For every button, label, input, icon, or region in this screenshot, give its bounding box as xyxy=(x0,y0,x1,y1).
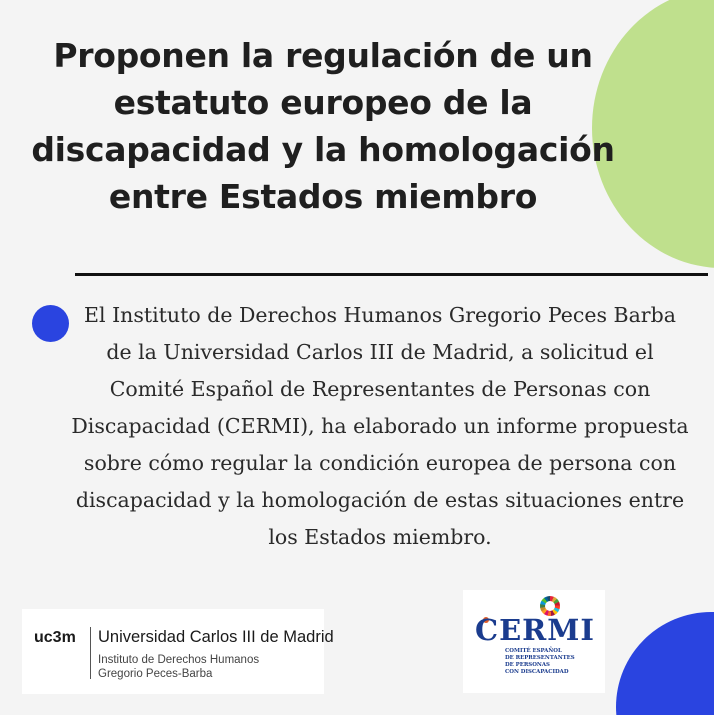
institute-line-1: Instituto de Derechos Humanos xyxy=(98,654,260,666)
body-paragraph: El Instituto de Derechos Humanos Gregorio Peces Barba de la Universidad Carlos III de Madrid, a solicitud el Comité Español de Representantes de Personas con Discapacidad (CERMI), ha elaborado un informe propuesta sobre cómo regular la condición europea de persona con discapacidad y la homologación de estas situaciones entre los Estados miembro. xyxy=(71,303,689,549)
divider-line xyxy=(75,273,708,276)
cermi-logo xyxy=(463,590,605,693)
cermi-tagline-3: DE PERSONAS xyxy=(505,662,550,668)
cermi-tagline-1: COMITÉ ESPAÑOL xyxy=(505,648,562,654)
uc3m-mark: uc3m xyxy=(34,629,76,646)
headline: Proponen la regulación de un estatuto europeo de la discapacidad y la homologación entre Estados miembro xyxy=(31,36,615,216)
institute-name xyxy=(98,653,259,681)
cermi-wordmark: CERMI xyxy=(475,613,595,647)
cermi-tagline xyxy=(505,648,593,676)
blue-circle-decoration xyxy=(616,612,714,715)
university-name: Universidad Carlos III de Madrid xyxy=(98,628,334,646)
logo-separator xyxy=(90,627,91,679)
cermi-tagline-4: CON DISCAPACIDAD xyxy=(505,669,569,675)
cermi-tagline-2: DE REPRESENTANTES xyxy=(505,655,575,661)
uc3m-logo xyxy=(22,609,334,694)
institute-line-2: Gregorio Peces-Barba xyxy=(98,668,213,680)
bullet-dot xyxy=(32,305,69,342)
